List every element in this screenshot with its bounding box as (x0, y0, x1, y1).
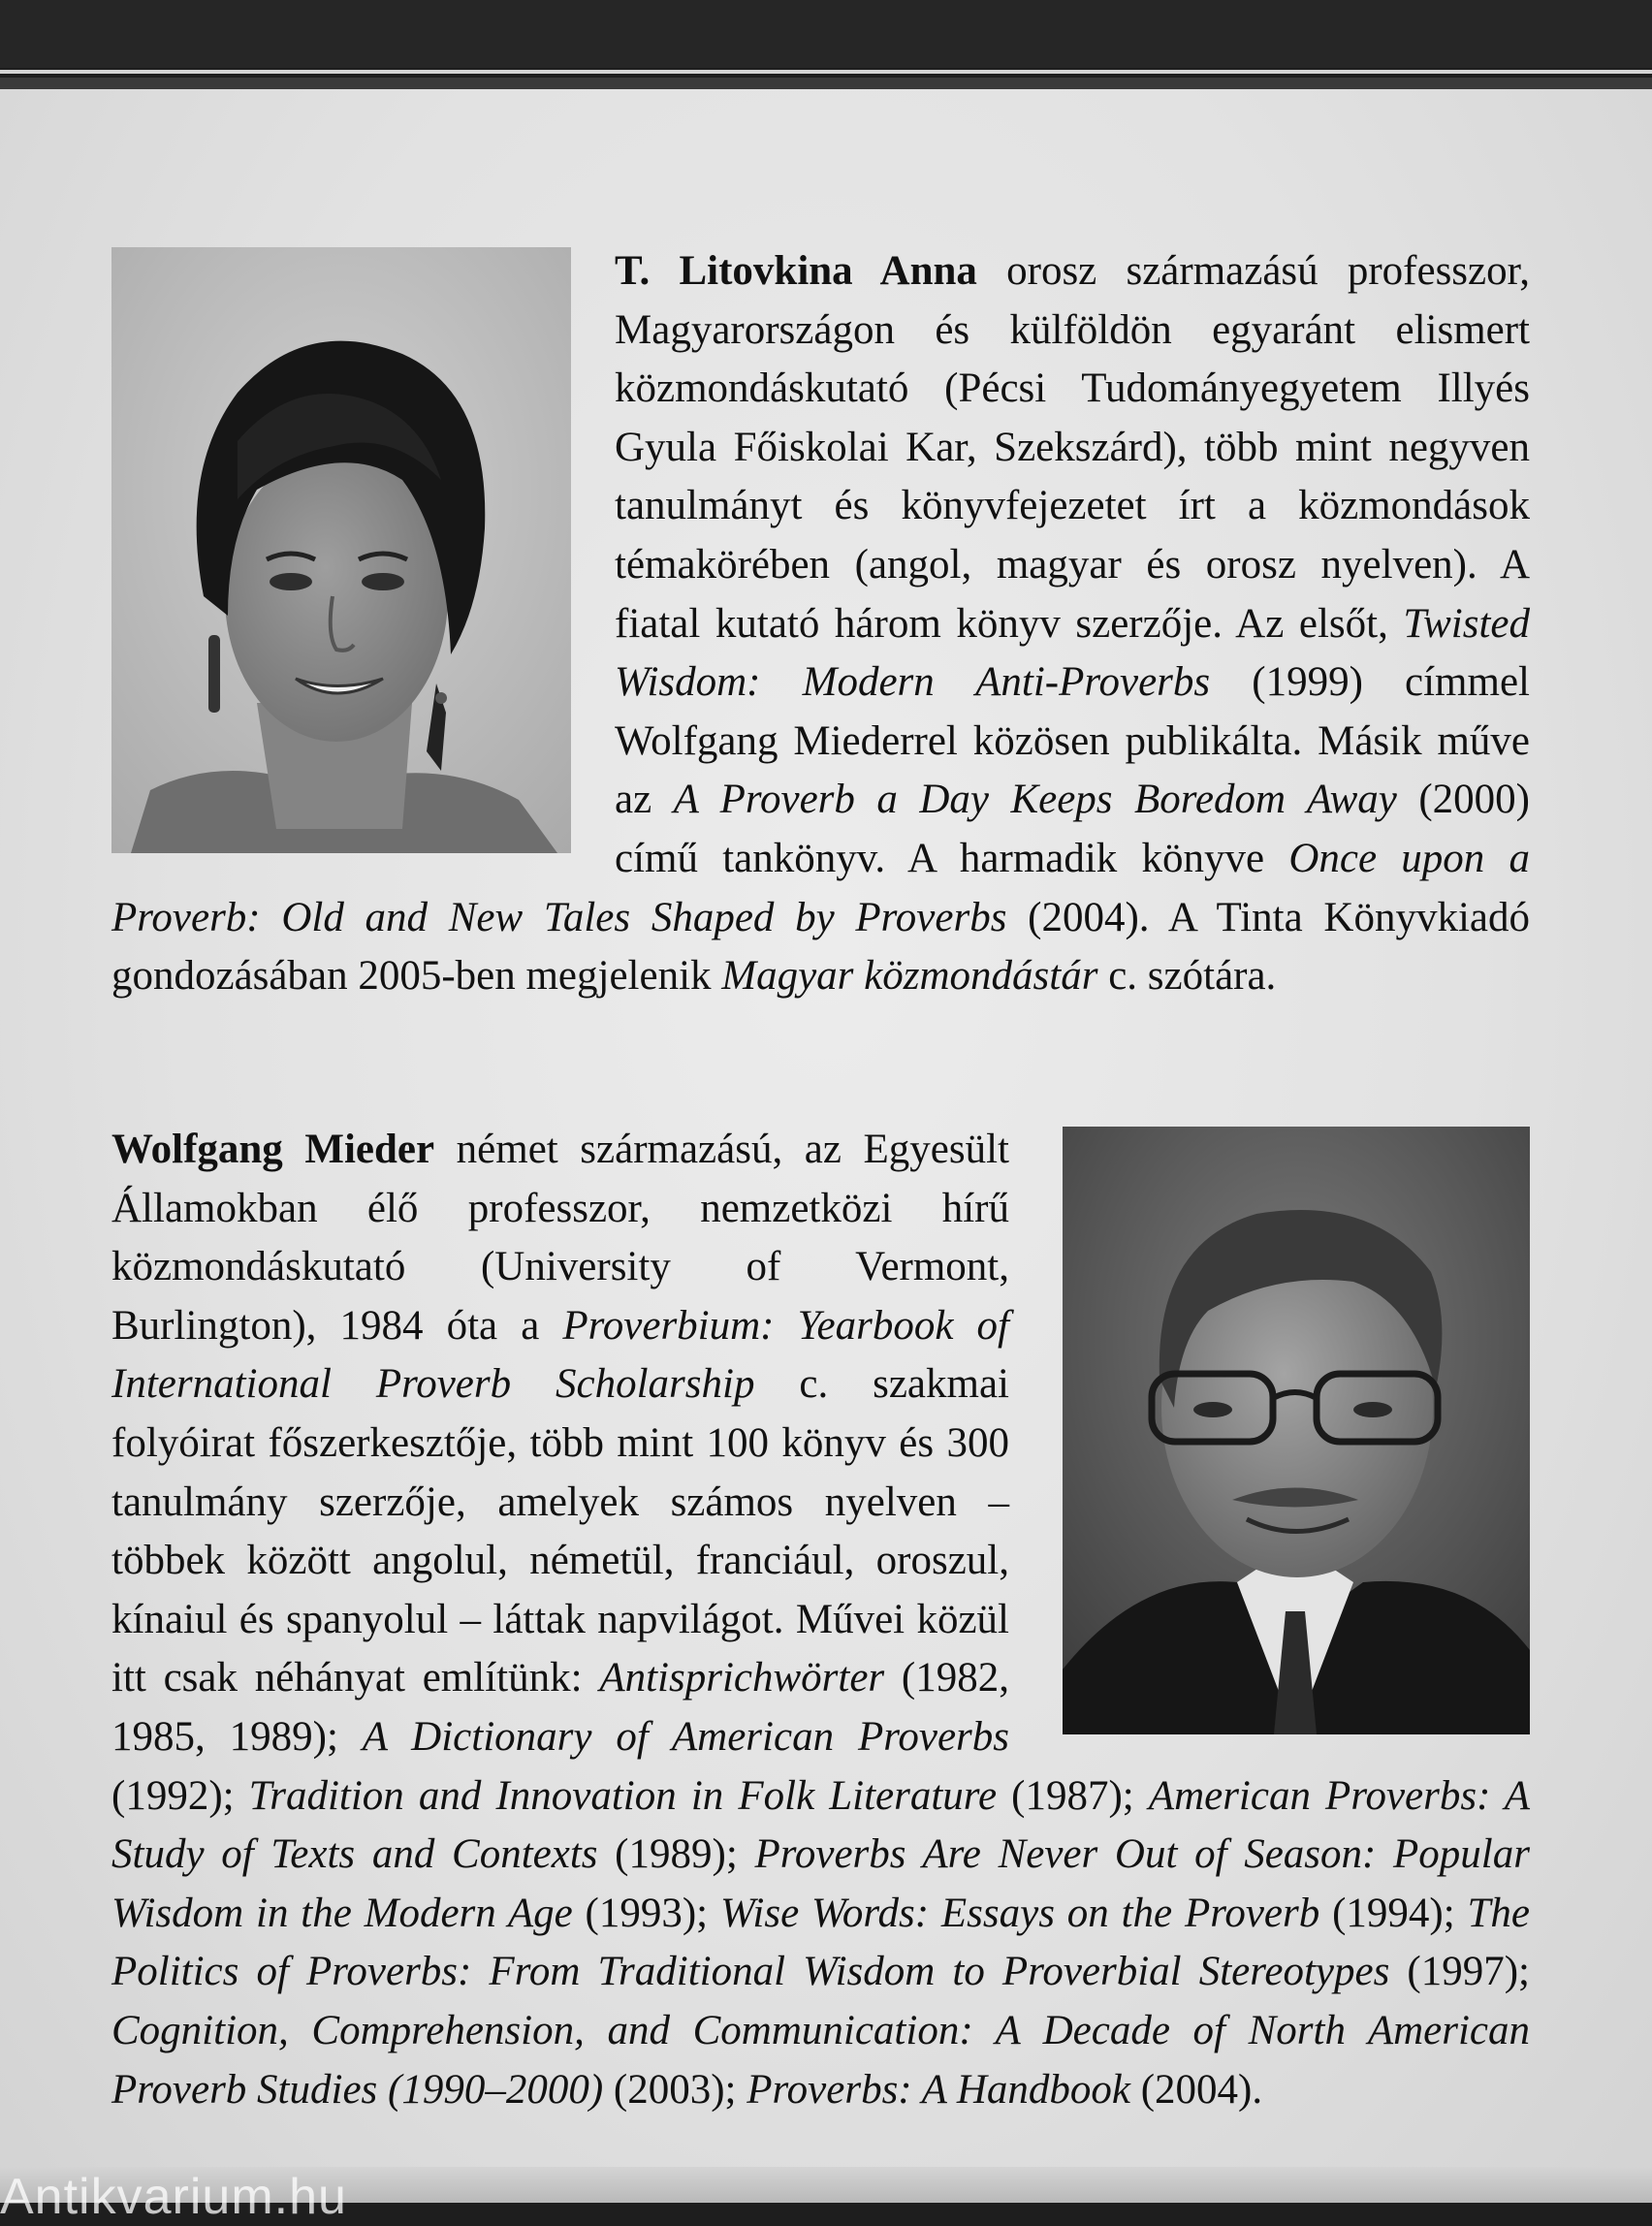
author-name-anna: T. Litovkina Anna (615, 248, 977, 294)
book-year-4: (1989); (597, 1831, 755, 1878)
bio-mieder-text-1: német származású, az Egyesült Államokban élő professzor, nemzetközi hírű közmondáskutató (University of Vermont, Burlington), 1984 óta a (111, 1127, 1009, 1349)
book-title-politics-of-proverbs: The Politics of Proverbs: From Traditional Wisdom to Proverbial Stereotypes (111, 1890, 1530, 1995)
watermark-text: Antikvarium.hu (0, 2169, 347, 2225)
book-title-american-proverbs: American Proverbs: A Study of Texts and Contexts (111, 1772, 1530, 1878)
photo-anna (111, 247, 571, 853)
book-year-2: (1992); (111, 1772, 249, 1819)
book-year-5: (1993); (572, 1890, 720, 1936)
book-year-9: (2004). (1129, 2066, 1263, 2113)
bio-anna-text-1: orosz származású professzor, Magyarországon és külföldön egyaránt elismert közmondáskutató (Pécsi Tudományegyetem Illyés Gyula Főiskolai Kar, Szekszárd), több mint negyven tanulmányt és könyvfejezetet írt a közmondások témakörében (angol, magyar és orosz nyelven). A fiatal kutató három könyv szerzője. Az elsőt, (615, 248, 1530, 647)
bio-mieder (111, 1121, 1530, 2119)
book-title-tradition-innovation: Tradition and Innovation in Folk Literature (248, 1772, 998, 1819)
bio-mieder-text-2: c. szakmai folyóirat főszerkesztője, több mint 100 könyv és 300 tanulmány szerzője, amelyek számos nyelven – többek között angolul, németül, franciául, oroszul, kínaiul és spanyolul – láttak napvilágot. Művei közül itt csak néhányat említünk: (111, 1361, 1009, 1701)
bio-anna-text-5: c. szótára. (1097, 953, 1277, 1000)
bio-anna-text-3: (2000) című tankönyv. A harmadik könyve (615, 777, 1530, 881)
book-title-magyar-kozmondastar: Magyar közmondástár (721, 953, 1098, 1000)
book-year-1: (1982, 1985, 1989); (111, 1655, 1009, 1760)
book-title-twisted-wisdom: Twisted Wisdom: Modern Anti-Proverbs (615, 600, 1530, 706)
top-dark-rule (0, 78, 1652, 89)
photo-mieder (1063, 1127, 1530, 1734)
book-title-once-upon-a-proverb: Once upon a Proverb: Old and New Tales Shaped by Proverbs (111, 835, 1531, 940)
bio-anna-text-4: (2004). A Tinta Könyvkiadó gondozásában 2005-ben megjelenik (111, 894, 1530, 1000)
book-title-cognition-comprehension: Cognition, Comprehension, and Communication: A Decade of North American Proverb Studies (1990–2000) (111, 2007, 1530, 2113)
book-title-never-out-of-season: Proverbs Are Never Out of Season: Popular Wisdom in the Modern Age (111, 1831, 1530, 1936)
book-title-antisprichworter: Antisprichwörter (599, 1655, 885, 1701)
book-title-proverbs-handbook: Proverbs: A Handbook (747, 2066, 1130, 2113)
photo-mieder-image (1063, 1127, 1530, 1734)
photo-anna-image (111, 247, 571, 853)
book-year-3: (1987); (997, 1772, 1149, 1819)
author-name-mieder: Wolfgang Mieder (111, 1127, 435, 1172)
book-year-8: (2003); (603, 2066, 747, 2113)
book-title-dictionary-american-proverbs: A Dictionary of American Proverbs (362, 1713, 1009, 1760)
bio-anna (111, 242, 1530, 1006)
bio-anna-text-2: (1999) címmel Wolfgang Miederrel közösen publikálta. Másik műve az (615, 659, 1530, 823)
book-title-proverb-a-day: A Proverb a Day Keeps Boredom Away (673, 777, 1397, 823)
top-dark-band (0, 0, 1652, 68)
journal-title-proverbium: Proverbium: Yearbook of International Proverb Scholarship (111, 1302, 1009, 1408)
book-year-6: (1994); (1319, 1890, 1468, 1936)
book-title-wise-words: Wise Words: Essays on the Proverb (719, 1890, 1320, 1936)
top-light-rule (0, 70, 1652, 74)
book-year-7: (1997); (1389, 1949, 1530, 1995)
